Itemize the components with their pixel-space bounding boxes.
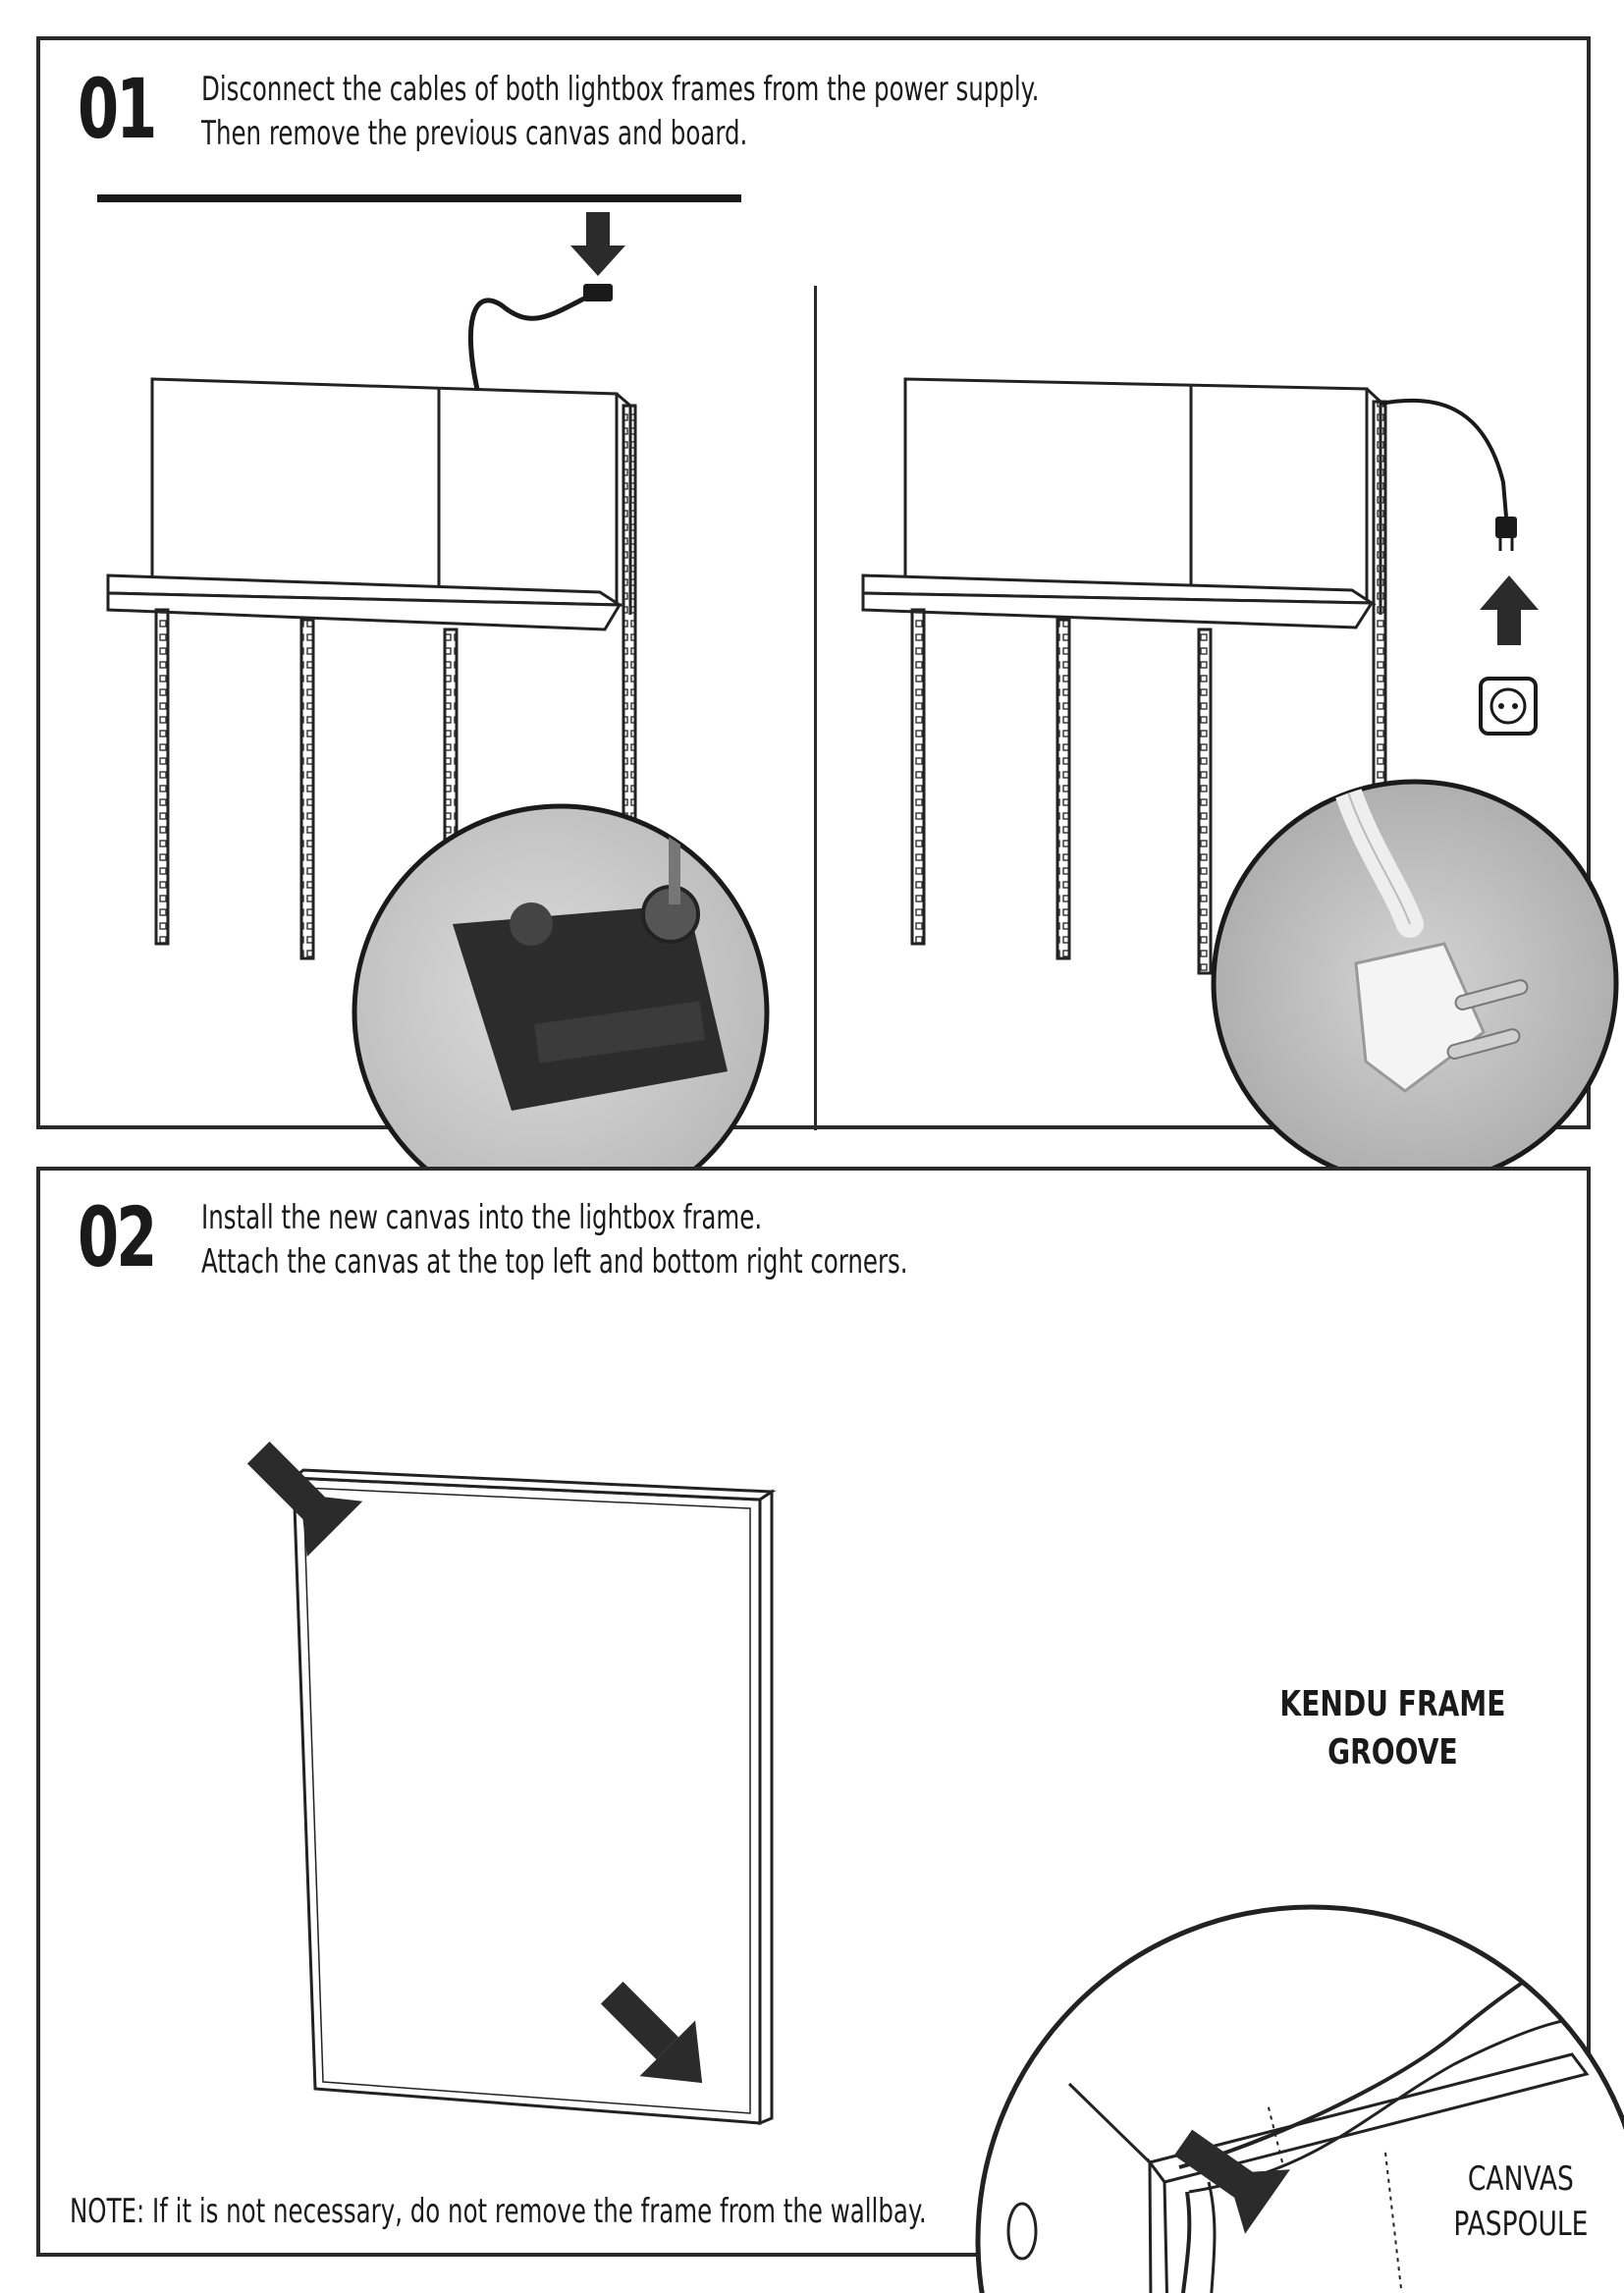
step-1-panel bbox=[36, 36, 1591, 1129]
callout-groove-line-1: KENDU FRAME bbox=[1279, 1684, 1506, 1724]
kendu-frame-groove-label bbox=[1279, 1681, 1505, 1776]
power-plug-photo bbox=[1214, 782, 1616, 1184]
step-2-number: 02 bbox=[78, 1189, 155, 1285]
step-1-illustration bbox=[40, 40, 1587, 1125]
arrow-down-icon bbox=[570, 212, 625, 276]
step-2-line-1: Install the new canvas into the lightbox frame. bbox=[201, 1198, 763, 1237]
canvas-paspoule-label bbox=[1453, 2157, 1588, 2248]
step-1-line-2: Then remove the previous canvas and board. bbox=[201, 113, 748, 153]
arrow-up-icon bbox=[1480, 575, 1539, 645]
step-2-panel bbox=[36, 1167, 1591, 2257]
track-adapter-icon bbox=[583, 284, 613, 301]
wall-socket-icon bbox=[1481, 679, 1536, 734]
step-2-line-2: Attach the canvas at the top left and bottom right corners. bbox=[201, 1241, 908, 1282]
cable-icon bbox=[470, 298, 586, 394]
step-1-line-1: Disconnect the cables of both lightbox frames from the power supply. bbox=[201, 70, 1040, 109]
note-text: NOTE: If it is not necessary, do not remove the frame from the wallbay. bbox=[70, 2192, 927, 2231]
plug-icon bbox=[1495, 517, 1517, 551]
power-cable-icon bbox=[1380, 401, 1506, 517]
callout-canvas-line-1: CANVAS bbox=[1467, 2159, 1574, 2199]
callout-groove-line-2: GROOVE bbox=[1327, 1731, 1458, 1773]
track-adapter-photo bbox=[354, 787, 767, 1219]
step-1-number: 01 bbox=[78, 61, 155, 157]
callout-canvas-line-2: PASPOULE bbox=[1453, 2204, 1589, 2244]
ceiling-track bbox=[97, 194, 741, 202]
lightbox-frame bbox=[294, 1470, 772, 2123]
